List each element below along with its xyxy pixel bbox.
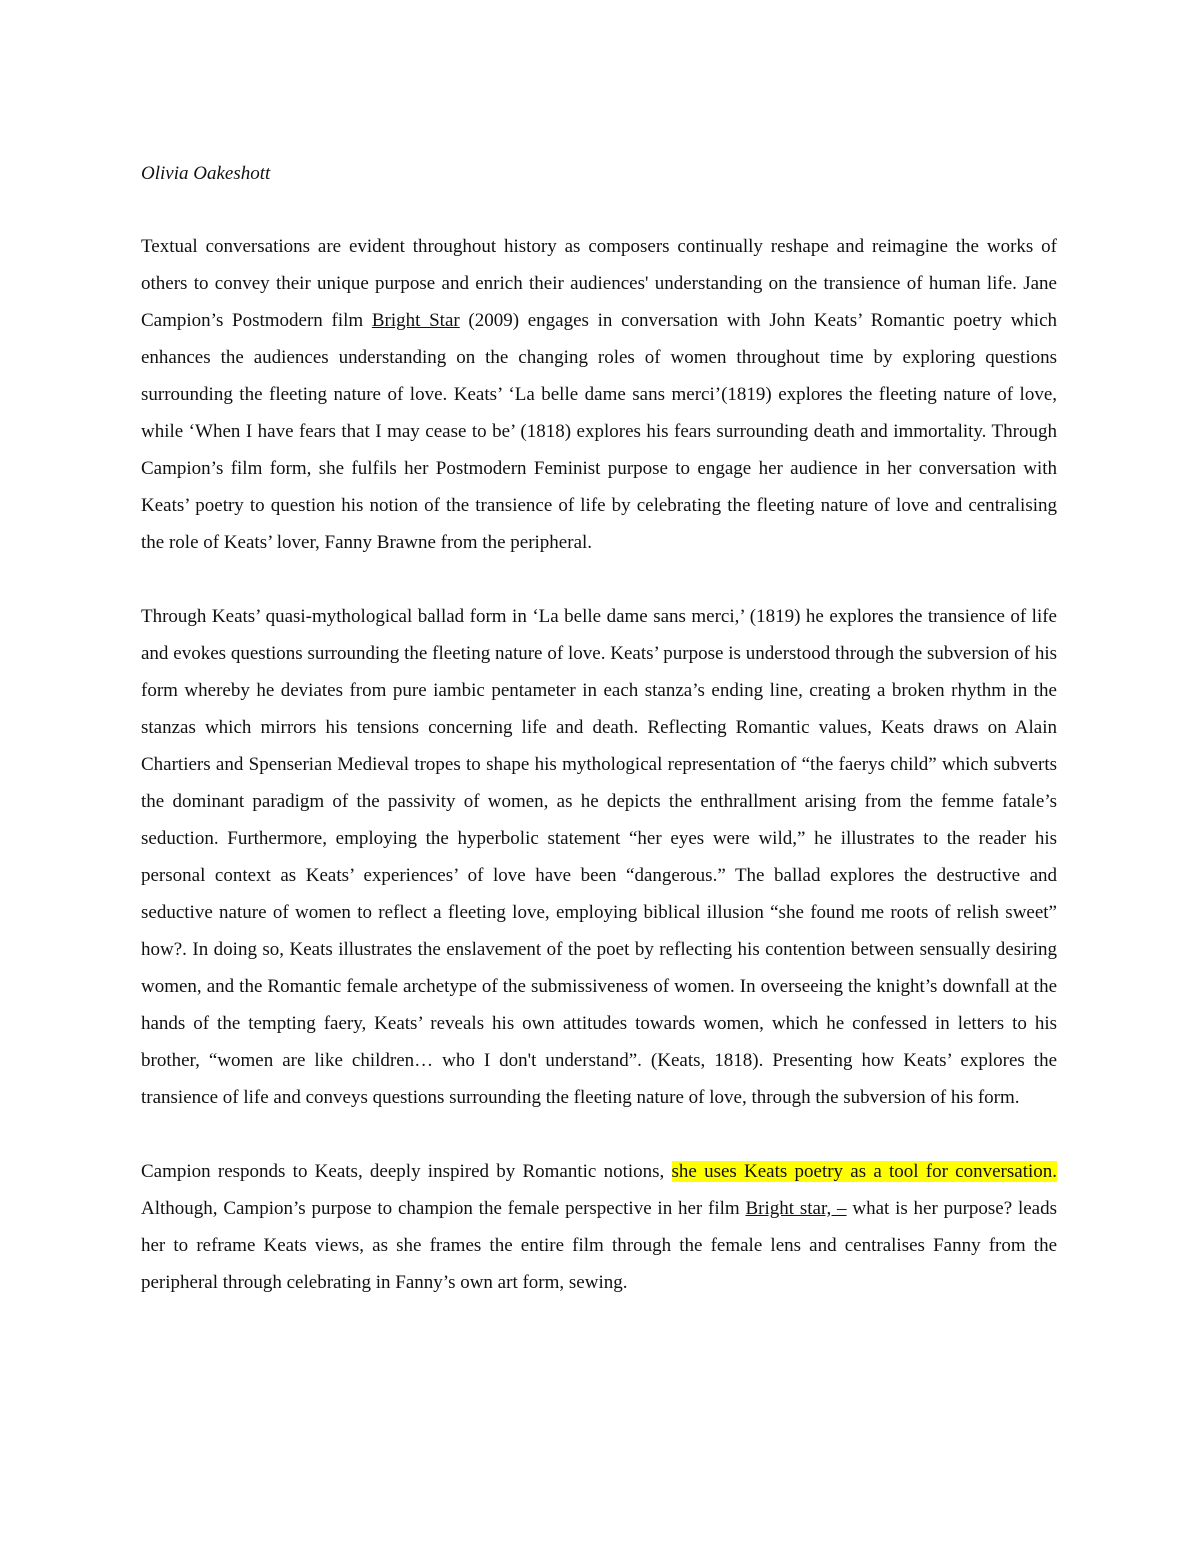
paragraph-keats-ballad [141, 598, 1057, 1116]
text-run: Through Keats’ quasi-mythological ballad form in ‘La belle dame sans merci,’ (1819) he explores the transience of life and evokes questions surrounding the fleeting nature of love. Keats’ purpose is understood through the subversion of his form whereby he deviates from pure iambic pentameter in each stanza’s ending line, creating a broken rhythm in the stanzas which mirrors his tensions concerning life and death. Reflecting Romantic values, Keats draws on Alain Chartiers and Spenserian Medieval tropes to shape his mythological representation of “the faerys child” which subverts the dominant paradigm of the passivity of women, as he depicts the enthrallment arising from the femme fatale’s seduction. Furthermore, employing the hyperbolic statement “her eyes were wild,” he illustrates to the reader his personal context as Keats’ experiences’ of love have been “dangerous.” The ballad explores the destructive and seductive nature of women to reflect a fleeting love, employing biblical illusion “she found me roots of relish sweet” how?. In doing so, Keats illustrates the enslavement of the poet by reflecting his contention between sensually desiring women, and the Romantic female archetype of the submissiveness of women. In overseeing the knight’s downfall at the hands of the tempting faery, Keats’ reveals his own attitudes towards women, which he confessed in letters to his brother, “women are like children… who I don't understand”. (Keats, 1818). Presenting how Keats’ explores the transience of life and conveys questions surrounding the fleeting nature of love, through the subversion of his form. [141, 606, 1057, 1108]
highlighted-text: she uses Keats poetry as a tool for conversation. [671, 1161, 1058, 1182]
text-run: Although, Campion’s purpose to champion the female perspective in her film [141, 1198, 746, 1219]
film-title-underlined: Bright star, – [745, 1198, 847, 1219]
paragraph-campion-response [141, 1153, 1057, 1301]
text-run: what is her purpose? leads her to reframe Keats views, as she frames the entire film through the female lens and centralises Fanny from the peripheral through celebrating in Fanny’s own art form, sewing. [141, 1198, 1057, 1293]
text-run: Textual conversations are evident throughout history as composers continually reshape and reimagine the works of others to convey their unique purpose and enrich their audiences' understanding on the transience of human life. Jane Campion’s Postmodern film [141, 236, 1057, 331]
text-run: Campion responds to Keats, deeply inspired by Romantic notions, [141, 1161, 672, 1182]
text-run: (2009) engages in conversation with John Keats’ Romantic poetry which enhances the audiences understanding on the changing roles of women throughout time by exploring questions surrounding the fleeting nature of love. Keats’ ‘La belle dame sans merci’(1819) explores the fleeting nature of love, while ‘When I have fears that I may cease to be’ (1818) explores his fears surrounding death and immortality. Through Campion’s film form, she fulfils her Postmodern Feminist purpose to engage her audience in her conversation with Keats’ poetry to question his notion of the transience of life by celebrating the fleeting nature of love and centralising the role of Keats’ lover, Fanny Brawne from the peripheral. [141, 310, 1058, 553]
film-title-underlined: Bright Star [371, 310, 460, 331]
document-body [141, 155, 1057, 1338]
author-name: Olivia Oakeshott [141, 163, 271, 184]
paragraph-intro [141, 228, 1057, 561]
